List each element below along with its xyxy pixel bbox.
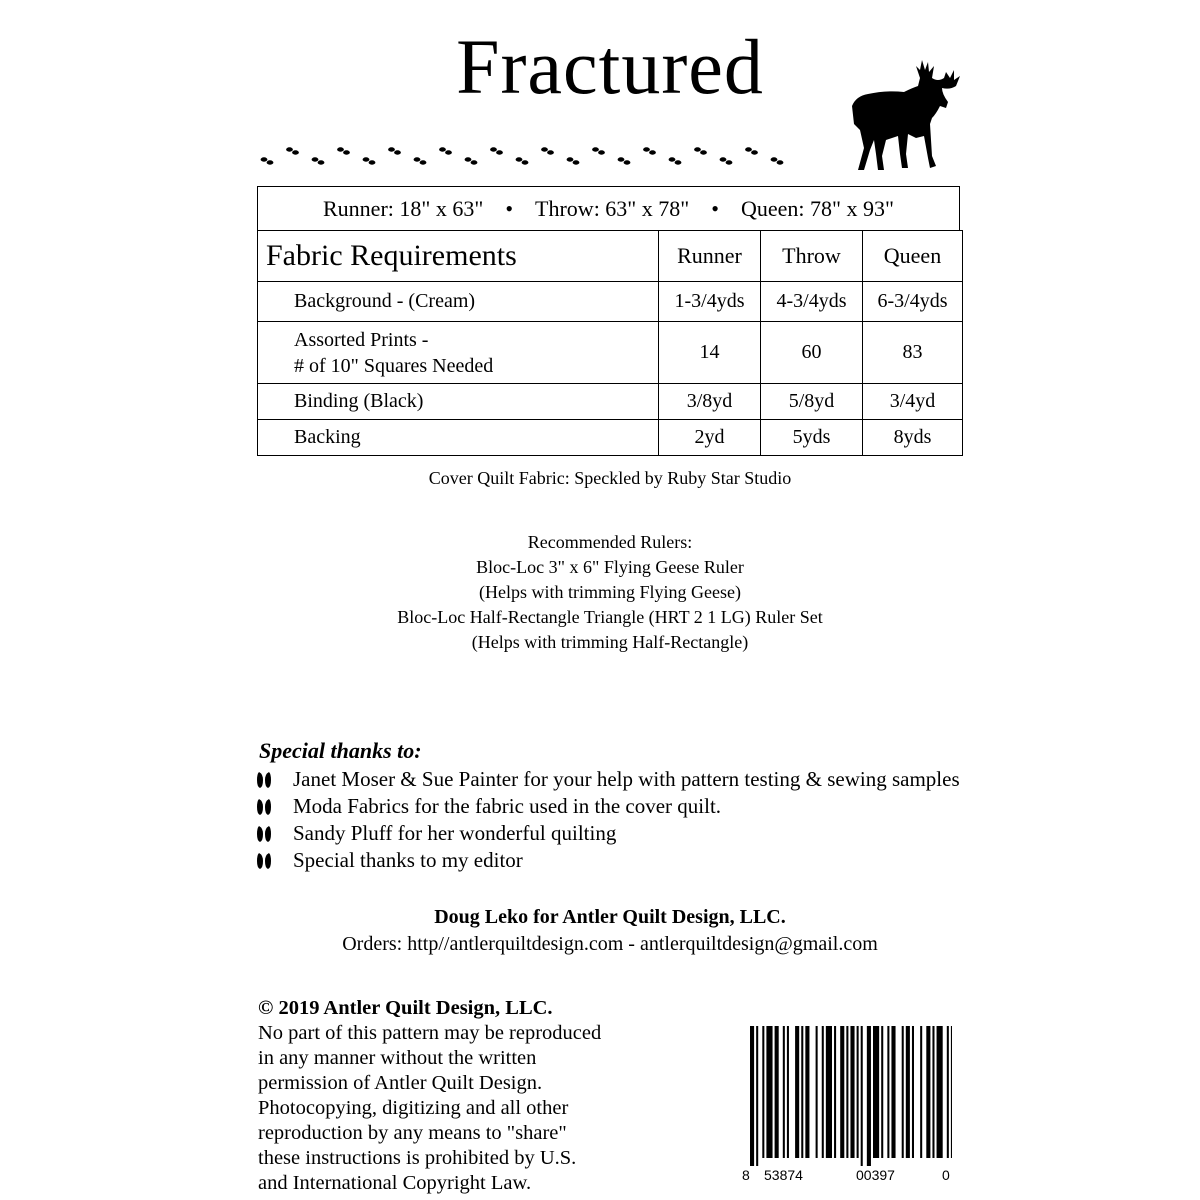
table-row (258, 322, 963, 384)
ruler-line: (Helps with trimming Flying Geese) (479, 582, 741, 602)
size-runner: Runner: 18" x 63" (323, 195, 484, 221)
copyright-line: in any manner without the written (258, 1047, 537, 1069)
list-item (257, 767, 960, 792)
cell-throw: 4-3/4yds (761, 282, 863, 322)
copyright-heading: © 2019 Antler Quilt Design, LLC. (258, 997, 553, 1019)
barcode-digit: 00397 (856, 1167, 895, 1183)
hoof-track (745, 147, 758, 154)
barcode-digit: 8 (742, 1167, 750, 1183)
row-label: Binding (Black) (258, 384, 659, 420)
hoof-track (465, 157, 478, 164)
moose-silhouette-icon (846, 58, 962, 174)
copyright-line: permission of Antler Quilt Design. (258, 1072, 543, 1094)
cell-runner: 3/8yd (659, 384, 761, 420)
table-row (258, 282, 963, 322)
hoof-track (541, 147, 554, 154)
pattern-title: Fractured (456, 23, 764, 110)
column-header-queen: Queen (863, 231, 963, 282)
table-header-row (258, 231, 963, 282)
ruler-line: Bloc-Loc Half-Rectangle Triangle (HRT 2 1 LG) Ruler Set (397, 607, 823, 627)
copyright-line: these instructions is prohibited by U.S. (258, 1147, 577, 1169)
cell-runner: 2yd (659, 420, 761, 456)
row-label (258, 322, 659, 384)
cell-runner: 1-3/4yds (659, 282, 761, 322)
column-header-throw: Throw (761, 231, 863, 282)
table-row (258, 384, 963, 420)
fabric-heading: Fabric Requirements (258, 231, 659, 282)
hoof-track (388, 147, 401, 154)
copyright-line: No part of this pattern may be reproduced (258, 1022, 602, 1044)
copyright-notice (258, 996, 678, 1196)
hoof-print-icon (257, 798, 271, 816)
hoof-track (439, 147, 452, 154)
hoof-print-icon (257, 771, 271, 789)
hoof-track (720, 157, 733, 164)
table-row (258, 420, 963, 456)
fabric-requirements-table (257, 230, 963, 456)
orders-contact: Orders: http//antlerquiltdesign.com - antlerquiltdesign@gmail.com (342, 933, 878, 955)
barcode-digit: 0 (942, 1167, 950, 1183)
cell-runner: 14 (659, 322, 761, 384)
hoof-track (771, 157, 784, 164)
hoof-track (337, 147, 350, 154)
quilt-sizes (257, 186, 960, 230)
size-separator: • (505, 195, 514, 221)
author-credit: Doug Leko for Antler Quilt Design, LLC. (434, 906, 786, 928)
hoof-track (567, 157, 580, 164)
row-label: Background - (Cream) (258, 282, 659, 322)
copyright-line: and International Copyright Law. (258, 1172, 532, 1194)
row-label-line2: # of 10" Squares Needed (294, 354, 494, 377)
hoof-track (312, 157, 325, 164)
list-item (257, 848, 523, 873)
cover-fabric-note: Cover Quilt Fabric: Speckled by Ruby Star Studio (428, 468, 792, 488)
list-item (257, 794, 721, 819)
hoof-track (694, 147, 707, 154)
hoof-track (261, 157, 274, 164)
hoof-print-icon (257, 825, 271, 843)
cell-queen: 83 (863, 322, 963, 384)
hoof-tracks-icon (256, 140, 796, 170)
thanks-text: Moda Fabrics for the fabric used in the cover quilt. (293, 794, 722, 818)
thanks-text: Sandy Pluff for her wonderful quilting (293, 821, 617, 845)
copyright-line: reproduction by any means to "share" (258, 1122, 567, 1144)
row-label: Backing (258, 420, 659, 456)
hoof-track (363, 157, 376, 164)
barcode (738, 1022, 952, 1184)
hoof-track (618, 157, 631, 164)
column-header-runner: Runner (659, 231, 761, 282)
size-separator: • (711, 195, 719, 221)
row-label-line1: Assorted Prints - (294, 328, 429, 351)
hoof-track (516, 157, 529, 164)
cell-throw: 5/8yd (761, 384, 863, 420)
ruler-line: Bloc-Loc 3" x 6" Flying Geese Ruler (476, 557, 744, 577)
size-queen: Queen: 78" x 93" (740, 195, 894, 221)
recommended-rulers (0, 530, 1200, 655)
hoof-track (490, 147, 503, 154)
list-item (257, 821, 616, 846)
cell-queen: 3/4yd (863, 384, 963, 420)
cell-throw: 60 (761, 322, 863, 384)
cell-queen: 8yds (863, 420, 963, 456)
cell-throw: 5yds (761, 420, 863, 456)
barcode-bars (750, 1026, 952, 1166)
hoof-track (592, 147, 605, 154)
size-throw: Throw: 63" x 78" (535, 195, 690, 221)
hoof-track (643, 147, 656, 154)
hoof-print-icon (257, 852, 271, 870)
ruler-line: (Helps with trimming Half-Rectangle) (471, 632, 749, 652)
rulers-heading: Recommended Rulers: (527, 532, 693, 552)
thanks-text: Janet Moser & Sue Painter for your help with pattern testing & sewing samples (293, 767, 960, 791)
copyright-line: Photocopying, digitizing and all other (258, 1097, 569, 1119)
cell-queen: 6-3/4yds (863, 282, 963, 322)
hoof-track (414, 157, 427, 164)
thanks-text: Special thanks to my editor (293, 848, 523, 872)
special-thanks-heading: Special thanks to: (259, 738, 422, 763)
hoof-track (669, 157, 682, 164)
barcode-digit: 53874 (764, 1167, 803, 1183)
hoof-track (286, 147, 299, 154)
